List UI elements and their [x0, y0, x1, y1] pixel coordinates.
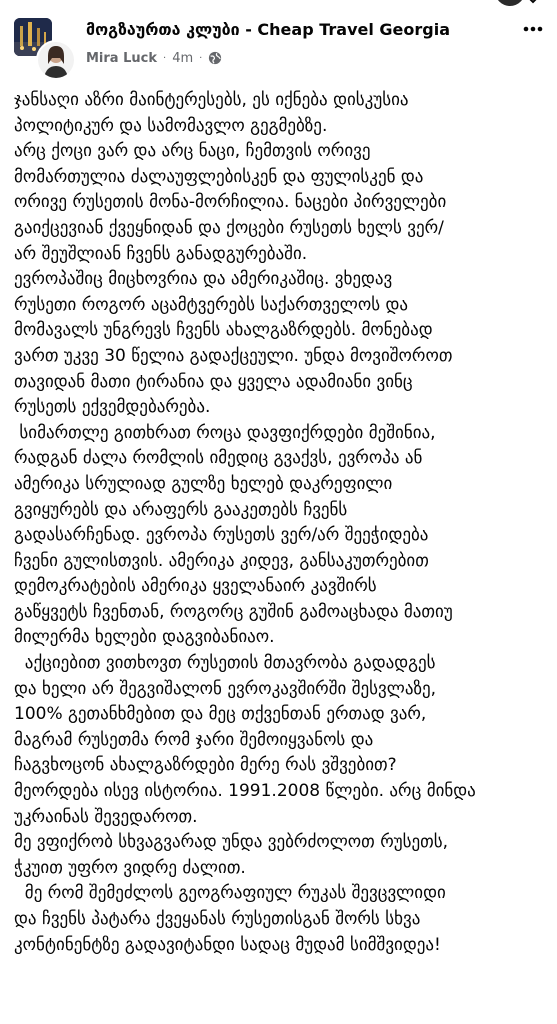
group-name[interactable]: მოგზაურთა კლუბი - Cheap Travel Georgia: [86, 20, 450, 39]
post-text-line: კონტინენტზე გადავიტანდი სადაც მუდამ სიმშვიდეა!: [14, 934, 441, 955]
post-meta: [86, 48, 222, 68]
author-name[interactable]: Mira Luck: [86, 50, 157, 66]
post-text-line: ჩვენი გულისთვის. ამერიკა კიდევ, განსაკუთრებით: [14, 550, 429, 571]
post-text-line: გვიყურებს და არაფერს გააკეთებს ჩვენს: [14, 499, 348, 520]
post-text-line: რუსეთი როგორ აცამტვერებს საქართველოს და: [14, 294, 409, 315]
post-text-line: ჯანსაღი აზრი მაინტერესებს, ეს იქნება დისკუსია: [14, 90, 409, 110]
post-text-line: დემოკრატების ამერიკა ყველანაირ კავშირს: [14, 576, 377, 597]
more-options-icon[interactable]: [521, 18, 545, 40]
post-text-line: სიმართლე გითხრათ როცა დავფიქრდები მეშინია,: [14, 422, 436, 443]
post-header: [0, 0, 557, 84]
post-text-line: მეორდება ისევ ისტორია. 1991.2008 წლები. არც მინდა: [14, 781, 476, 802]
post-body: [14, 88, 549, 958]
chevron-down-icon[interactable]: [525, 0, 541, 6]
post-text-line: უკრაინას შევედაროთ.: [14, 806, 198, 827]
post-text-line: ევროპაშიც მიცხოვრია და ამერიკაშიც. ვხედავ: [14, 269, 393, 290]
post-text-line: მე რომ შემეძლოს გეოგრაფიულ რუკას შევცვლიდი: [14, 883, 446, 904]
post-text-line: ვართ უკვე 30 წელია გადაქცეული. უნდა მოვიშოროთ: [14, 345, 453, 366]
post-text-line: მომავალს უნგრევს ჩვენს ახალგაზრდებს. მონებად: [14, 320, 433, 341]
post-text-line: პოლიტიკურ და სამომავლო გეგმებზე.: [14, 115, 328, 136]
post-text-line: არ შეუშლიან ჩვენს განადგურებაში.: [14, 243, 308, 264]
post-text-line: მე ვფიქრობ სხვაგვარად უნდა ვებრძოლოთ რუსეთს,: [14, 832, 449, 853]
post-text-line: და ხელი არ შეგვიშალონ ევროკავშირში შესვლაზე,: [14, 678, 437, 699]
post-text-line: რუსეთს ექვემდებარება.: [14, 397, 211, 418]
post-text-line: არც ქოცი ვარ და არც ნაცი, ჩემთვის ორივე: [14, 141, 371, 162]
post-text-line: ჩაგვხოცონ ახალგაზრდები მერე რას ვშვებით?: [14, 755, 397, 776]
profile-avatar[interactable]: [495, 0, 525, 6]
post-text-line: ჭკუით უფრო ვიდრე ძალით.: [14, 857, 246, 878]
post-text-line: ამერიკა სრულიად გულზე ხელებ დაკრეფილი: [14, 473, 393, 494]
post-text-line: გადასარჩენად. ევროპა რუსეთს ვერ/არ შეეჭიდება: [14, 525, 429, 546]
post-text-line: აქციებით ვითხოვთ რუსეთის მთავრობა გადადგეს: [14, 653, 436, 674]
post-text-line: რადგან ძალა რომლის იმედიც გვაქვს, ევროპა ან: [14, 448, 423, 469]
meta-separator: ·: [163, 52, 167, 64]
post-text-line: მაგრამ რუსეთმა რომ ჯარი შემოიყვანოს და: [14, 729, 374, 750]
post-text-line: გაწყვეტს ჩვენთან, როგორც გუშინ გამოაცხადა მათიუ: [14, 601, 453, 622]
post-text-line: მილერმა ხელები დაგვიბანიაო.: [14, 627, 275, 648]
post-text-line: 100% გეთანხმებით და მეც თქვენთან ერთად ვარ,: [14, 704, 427, 725]
post-timestamp[interactable]: 4m: [172, 50, 194, 66]
post-text-line: გაიქცევიან ქვეყნიდან და ქოცები რუსეთს ხელს ვერ/: [14, 217, 444, 238]
meta-separator: ·: [199, 52, 203, 64]
post-text-line: თავიდან მათი ტირანია და ყველა ადამიანი ვინც: [14, 371, 413, 392]
post-text-line: და ჩვენს პატარა ქვეყანას რუსეთისგან შორს სხვა: [14, 909, 421, 929]
globe-icon[interactable]: [208, 51, 222, 65]
post-text-line: მომართულია ძალაუფლებისკენ და ფულისკენ და: [14, 166, 424, 187]
post-text-line: ორივე რუსეთის მონა-მორჩილია. ნაცები პირველები: [14, 192, 447, 213]
user-avatar[interactable]: [36, 40, 76, 80]
